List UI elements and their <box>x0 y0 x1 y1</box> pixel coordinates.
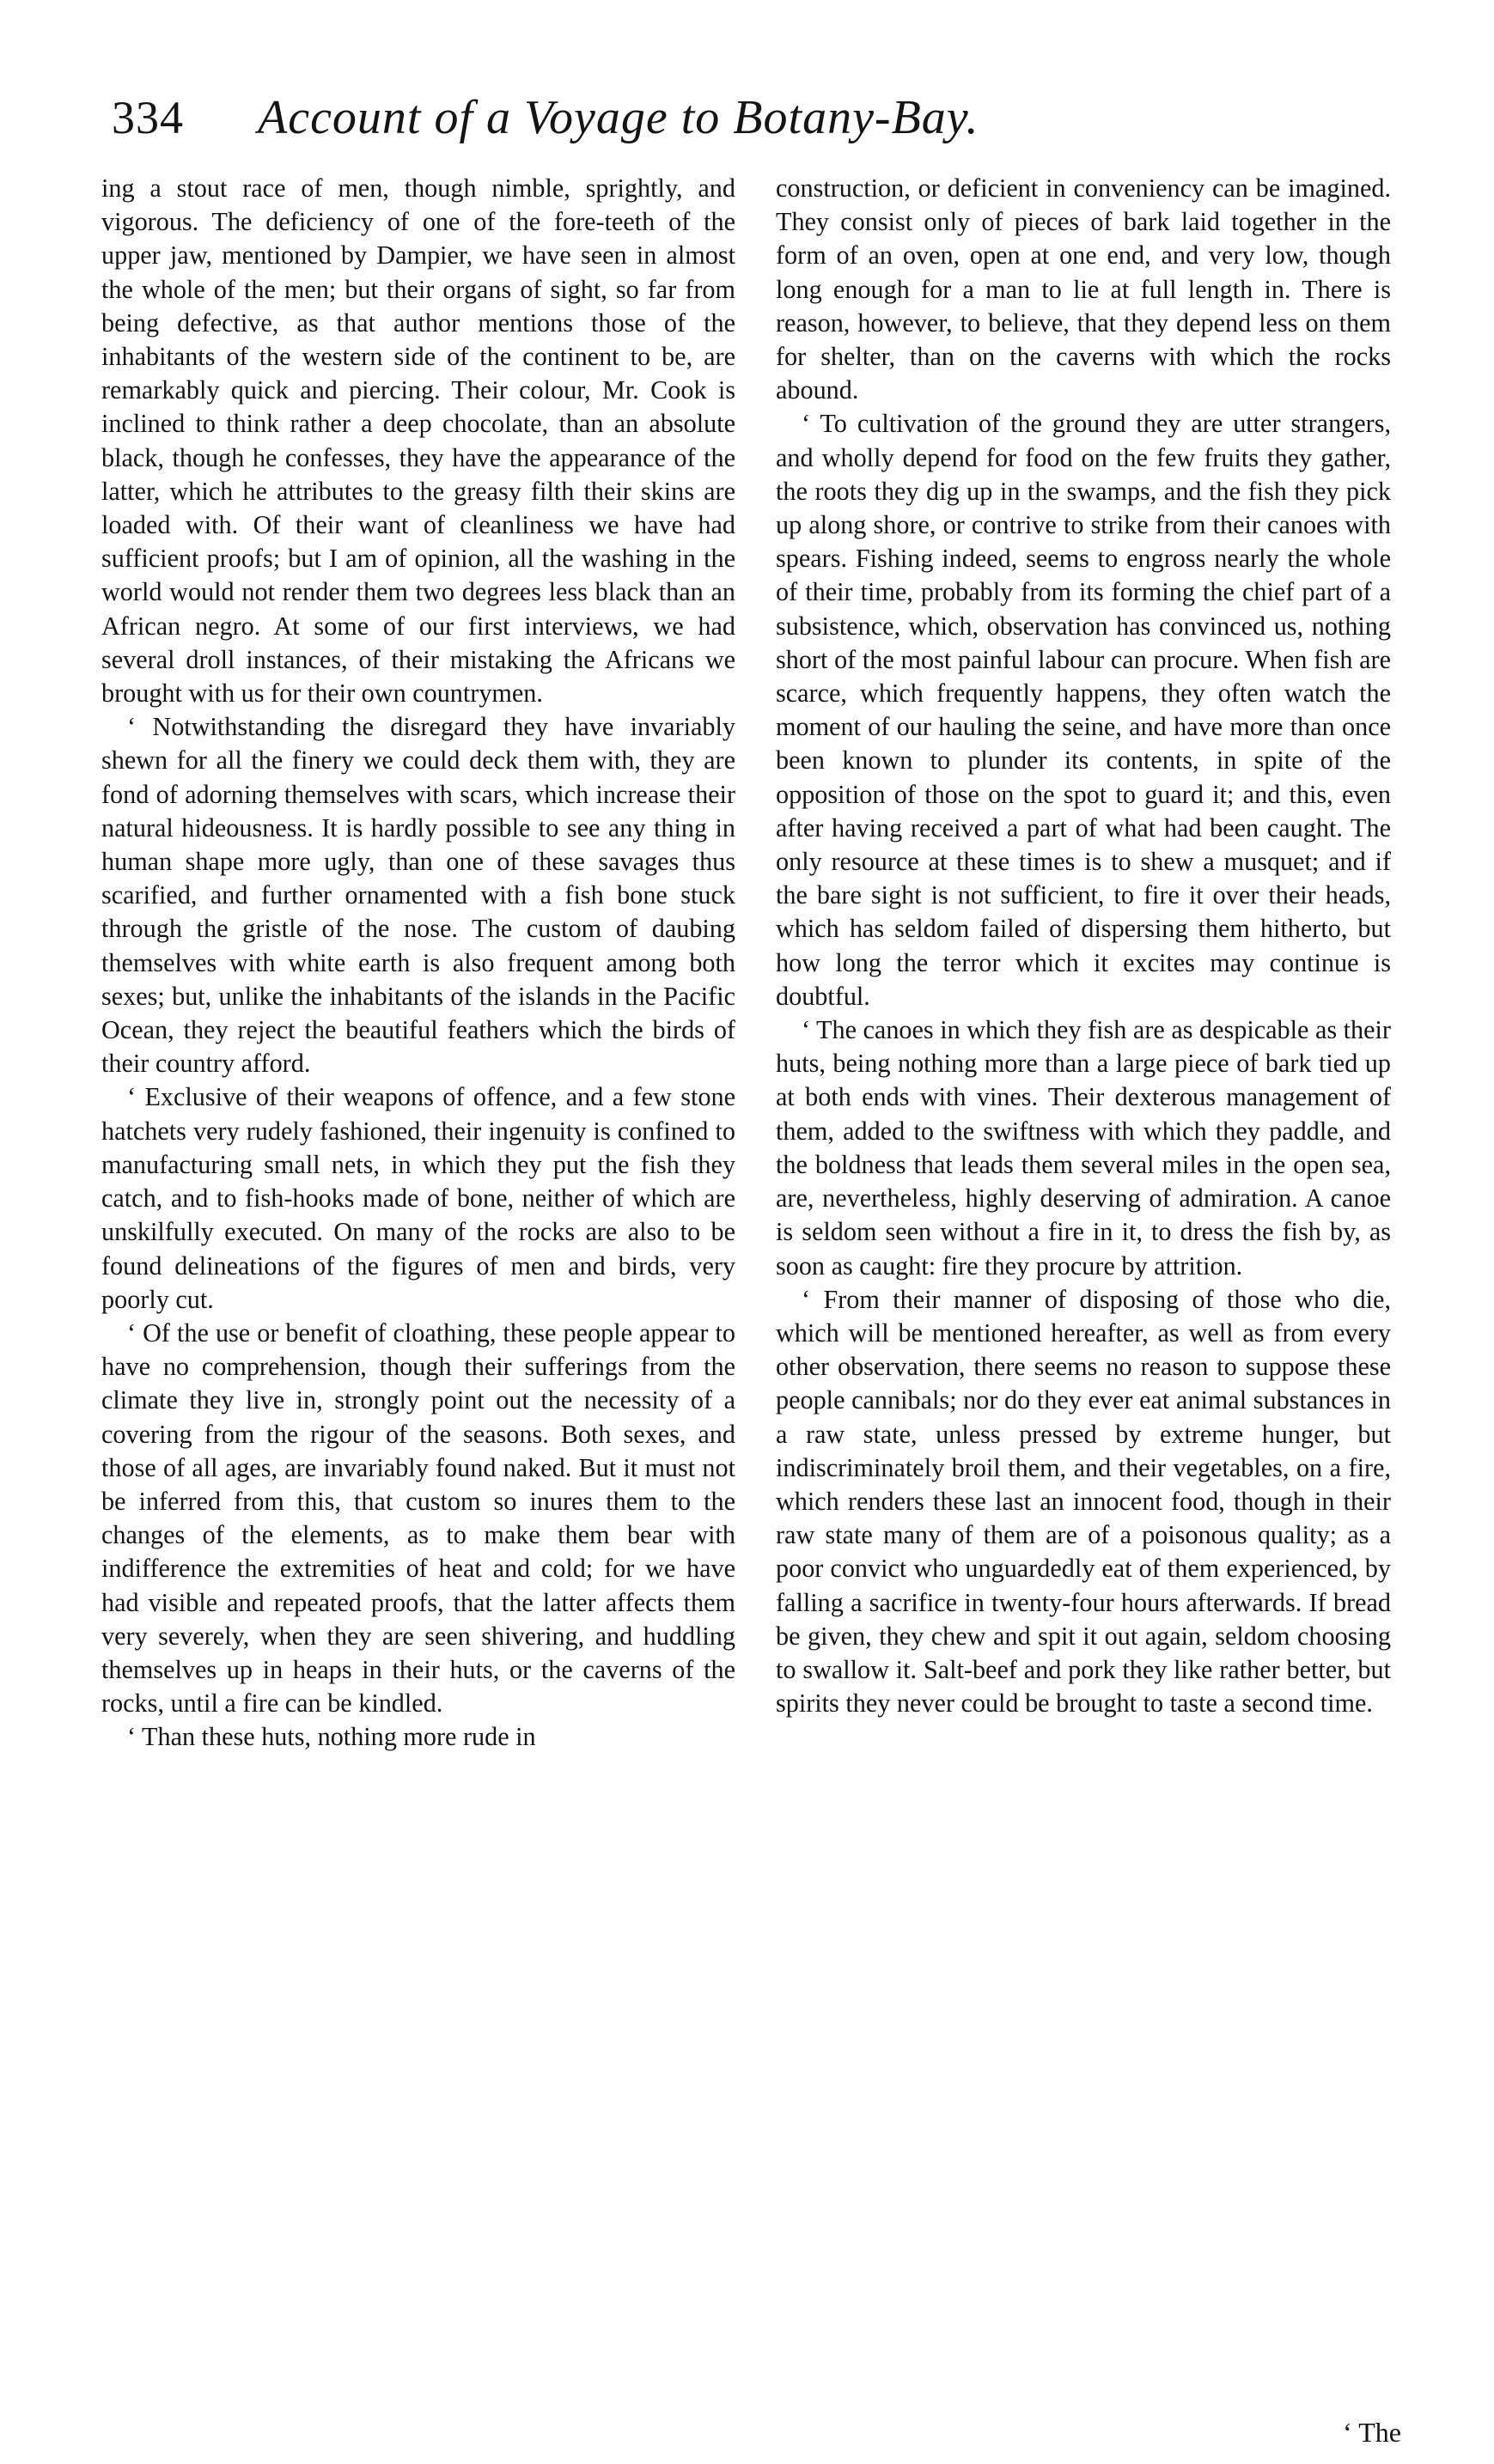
paragraph: ing a stout race of men, though nimble, sprightly, and vigorous. The deficiency of one of the fore-teeth of the upper jaw, mentioned by Dampier, we have seen in almost the whole of the men; but their organs of sight, so far from being defective, as that author mentions those of the inhabitants of the western side of the continent to be, are remarkably quick and piercing. Their colour, Mr. Cook is inclined to think rather a deep chocolate, than an absolute black, though he confesses, they have the appearance of the latter, which he attributes to the greasy filth their skins are loaded with. Of their want of cleanliness we have had sufficient proofs; but I am of opinion, all the washing in the world would not render them two degrees less black than an African negro. At some of our first interviews, we had several droll instances, of their mistaking the Africans we brought with us for their own countrymen. <box>101 173 735 709</box>
right-column <box>776 172 1391 2422</box>
paragraph: ‘ The canoes in which they fish are as despicable as their huts, being nothing more than a large piece of bark tied up at both ends with vines. Their dexterous management of them, added to the swiftness with which they paddle, and the boldness that leads them several miles in the open sea, are, nevertheless, highly deserving of admiration. A canoe is seldom seen without a fire in it, to dress the fish by, as soon as caught: fire they procure by attrition. <box>776 1015 1391 1281</box>
running-title: Account of a Voyage to Botany-Bay. <box>258 91 979 144</box>
paragraph: ‘ Exclusive of their weapons of offence, and a few stone hatchets very rudely fashioned, their ingenuity is confined to manufacturing small nets, in which they put the fish they catch, and to fish-hooks made of bone, neither of which are unskilfully executed. On many of the rocks are also to be found delineations of the figures of men and birds, very poorly cut. <box>101 1082 735 1314</box>
page-header <box>112 88 1400 148</box>
paragraph: ‘ From their manner of disposing of those who die, which will be mentioned hereafter, as well as from every other observation, there seems no reason to suppose these people cannibals; nor do they ever eat animal substances in a raw state, unless pressed by extreme hunger, but indiscriminately broil them, and their vegetables, on a fire, which renders these last an innocent food, though in their raw state many of them are of a poisonous quality; as a poor convict who unguardedly eat of them experienced, by falling a sacrifice in twenty-four hours afterwards. If bread be given, they chew and spit it out again, seldom choosing to swallow it. Salt-beef and pork they like rather better, but spirits they never could be brought to taste a second time. <box>776 1284 1391 1719</box>
paragraph: ‘ To cultivation of the ground they are utter strangers, and wholly depend for food on the few fruits they gather, the roots they dig up in the swamps, and the fish they pick up along shore, or contrive to strike from their canoes with spears. Fishing indeed, seems to engross nearly the whole of their time, probably from its forming the chief part of a subsistence, which, observation has convinced us, nothing short of the most painful labour can procure. When fish are scarce, which frequently happens, they often watch the moment of our hauling the seine, and have more than once been known to plunder its contents, in spite of the opposition of those on the spot to guard it; and this, even after having received a part of what had been caught. The only resource at these times is to shew a musquet; and if the bare sight is not sufficient, to fire it over their heads, which has seldom failed of dispersing them hitherto, but how long the terror which it excites may continue is doubtful. <box>776 409 1391 1011</box>
left-column <box>101 172 735 2422</box>
paragraph: ‘ Notwithstanding the disregard they have invariably shewn for all the finery we could deck them with, they are fond of adorning themselves with scars, which increase their natural hideousness. It is hardly possible to see any thing in human shape more ugly, than one of these savages thus scarified, and further ornamented with a fish bone stuck through the gristle of the nose. The custom of daubing themselves with white earth is also frequent among both sexes; but, unlike the inhabitants of the islands in the Pacific Ocean, they reject the beautiful feathers which the birds of their country afford. <box>101 712 735 1079</box>
catchword: ‘ The <box>1343 2417 1401 2448</box>
paragraph: ‘ Than these huts, nothing more rude in <box>127 1722 536 1752</box>
paragraph: ‘ Of the use or benefit of cloathing, these people appear to have no comprehension, though their sufferings from the climate they live in, strongly point out the necessity of a covering from the rigour of the seasons. Both sexes, and those of all ages, are invariably found naked. But it must not be inferred from this, that custom so inures them to the changes of the elements, as to make them bear with indifference the extremities of heat and cold; for we have had visible and repeated proofs, that the latter affects them very severely, when they are seen shivering, and huddling themselves up in heaps in their huts, or the caverns of the rocks, until a fire can be kindled. <box>101 1317 735 1719</box>
page-number: 334 <box>112 92 184 143</box>
paragraph: construction, or deficient in conveniency can be imagined. They consist only of pieces of bark laid together in the form of an oven, open at one end, and very low, though long enough for a man to lie at full length in. There is reason, however, to believe, that they depend less on them for shelter, than on the caverns with which the rocks abound. <box>776 173 1391 405</box>
